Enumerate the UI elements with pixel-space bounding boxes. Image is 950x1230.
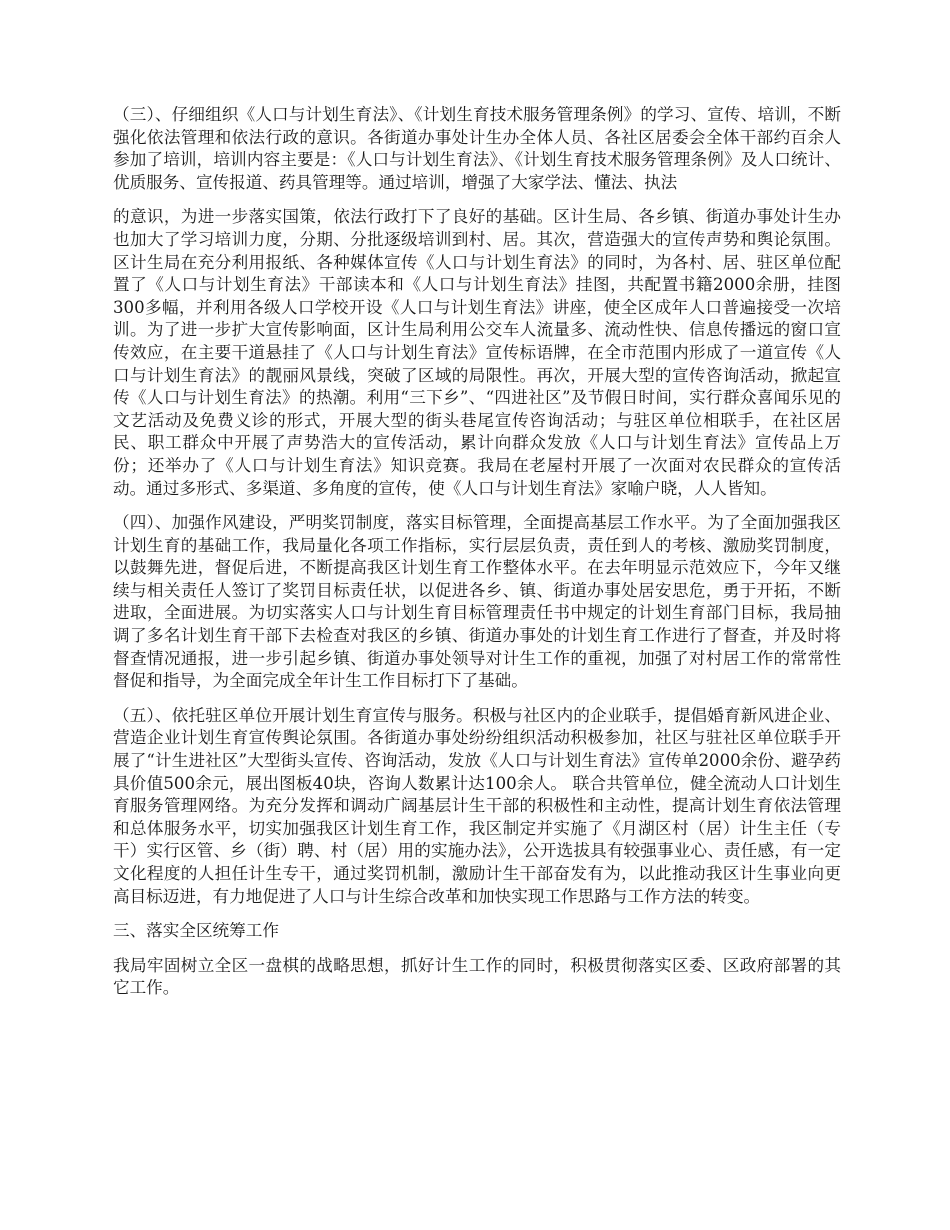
paragraph-section-4: （四）、加强作风建设，严明奖罚制度，落实目标管理，全面提高基层工作水平。为了全面加强我区计划生育的基础工作，我局量化各项工作指标，实行层层负责，责任到人的考核、激励奖罚制度，以鼓舞先进，督促后进，不断提高我区计划生育工作整体水平。在去年明显示范效应下，今年又继续与相关责任人签订了奖罚目标责任状，以促进各乡、镇、街道办事处居安思危，勇于开拓，不断进取，全面进展。为切实落实人口与计划生育目标管理责任书中规定的计划生育部门目标，我局抽调了多名计划生育干部下去检查对我区的乡镇、街道办事处的计划生育工作进行了督查，并及时将督查情况通报，进一步引起乡镇、街道办事处领导对计生工作的重视，加强了对村居工作的常常性督促和指导，为全面完成全年计生工作目标打下了基础。	[113, 513, 841, 691]
paragraph-section-3: （三）、仔细组织《人口与计划生育法》、《计划生育技术服务管理条例》的学习、宣传、培训，不断强化依法管理和依法行政的意识。各街道办事处计生办全体人员、各社区居委会全体干部约百余人参加了培训，培训内容主要是：《人口与计划生育法》、《计划生育技术服务管理条例》及人口统计、优质服务、宣传报道、药具管理等。通过培训，增强了大家学法、懂法、执法	[113, 105, 841, 192]
document-body	[113, 104, 841, 1012]
paragraph-publicity: 的意识，为进一步落实国策，依法行政打下了良好的基础。区计生局、各乡镇、街道办事处计生办也加大了学习培训力度，分期、分批逐级培训到村、居。其次，营造强大的宣传声势和舆论氛围。区计生局在充分利用报纸、各种媒体宣传《人口与计划生育法》的同时，为各村、居、驻区单位配置了《人口与计划生育法》干部读本和《人口与计划生育法》挂图，共配置书籍2000余册，挂图300多幅，并利用各级人口学校开设《人口与计划生育法》讲座，使全区成年人口普遍接受一次培训。为了进一步扩大宣传影响面，区计生局利用公交车人流量多、流动性快、信息传播远的窗口宣传效应，在主要干道悬挂了《人口与计划生育法》宣传标语牌，在全市范围内形成了一道宣传《人口与计划生育法》的靓丽风景线，突破了区域的局限性。再次，开展大型的宣传咨询活动，掀起宣传《人口与计划生育法》的热潮。利用“三下乡”、“四进社区”及节假日时间，实行群众喜闻乐见的文艺活动及免费义诊的形式，开展大型的街头巷尾宣传咨询活动；与驻区单位相联手，在社区居民、职工群众中开展了声势浩大的宣传活动，累计向群众发放《人口与计划生育法》宣传品上万份；还举办了《人口与计划生育法》知识竞赛。我局在老屋村开展了一次面对农民群众的宣传活动。通过多形式、多渠道、多角度的宣传，使《人口与计划生育法》家喻户晓，人人皆知。	[113, 207, 841, 498]
paragraph-overall-work: 我局牢固树立全区一盘棋的战略思想，抓好计生工作的同时，积极贯彻落实区委、区政府部署的其它工作。	[113, 955, 841, 998]
paragraph-section-5: （五）、依托驻区单位开展计划生育宣传与服务。积极与社区内的企业联手，提倡婚育新风进企业、营造企业计划生育宣传舆论氛围。各街道办事处纷纷组织活动积极参加，社区与驻社区单位联手开展了“计生进社区”大型街头宣传、咨询活动，发放《人口与计划生育法》宣传单2000余份、避孕药具价值500余元，展出图板40块，咨询人数累计达100余人。 联合共管单位，健全流动人口计划生育服务管理网络。为充分发挥和调动广阔基层计生干部的积极性和主动性，提高计划生育依法管理和总体服务水平，切实加强我区计划生育工作，我区制定并实施了《月湖区村（居）计生主任（专干）实行区管、乡（街）聘、村（居）用的实施办法》，公开选拔具有较强事业心、责任感，有一定文化程度的人担任计生专干，通过奖罚机制，激励计生干部奋发有为，以此推动我区计生事业向更高目标迈进，有力地促进了人口与计生综合改革和加快实现工作思路与工作方法的转变。	[113, 705, 841, 906]
section-heading-3: 三、落实全区统筹工作	[113, 921, 279, 941]
